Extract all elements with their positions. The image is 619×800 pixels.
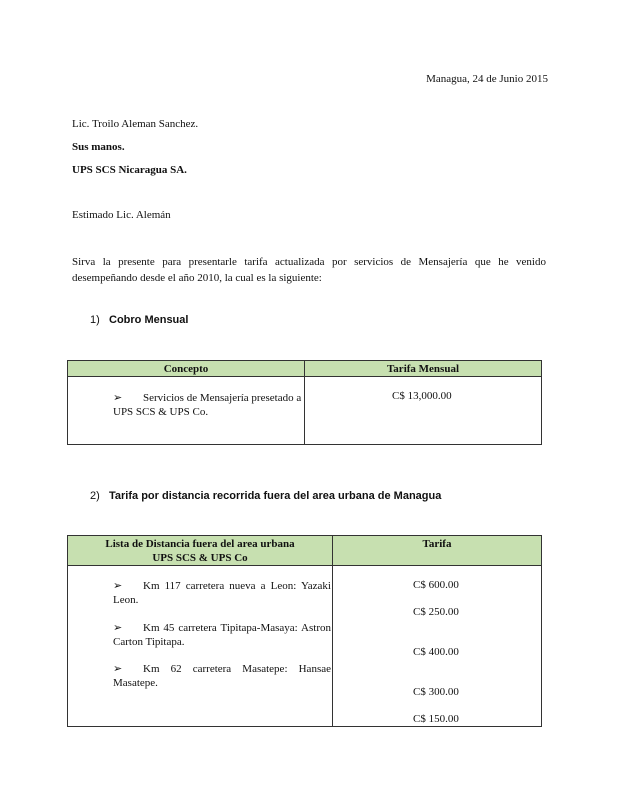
header-lista-line1: Lista de Distancia fuera del area urbana — [105, 538, 295, 550]
header-tarifa-mensual: Tarifa Mensual — [386, 363, 459, 375]
distance-price: C$ 400.00 — [413, 646, 459, 658]
distance-item — [113, 579, 331, 607]
distance-price: C$ 300.00 — [413, 686, 459, 698]
distance-price: C$ 150.00 — [413, 713, 459, 725]
recipient-company: UPS SCS Nicaragua SA. — [72, 164, 187, 176]
distance-price: C$ 250.00 — [413, 606, 459, 618]
arrow-bullet-icon: ➢ — [113, 622, 123, 634]
header-tarifa: Tarifa — [422, 538, 452, 550]
concept-cell — [113, 391, 303, 419]
monthly-fee-table — [67, 360, 542, 445]
arrow-bullet-icon: ➢ — [113, 580, 123, 592]
recipient-hands: Sus manos. — [72, 141, 125, 153]
body-paragraph: Sirva la presente para presentarle tarifa actualizada por servicios de Mensajería que he venido desempeñando desde el año 2010, la cual es la siguiente: — [72, 256, 546, 284]
arrow-bullet-icon: ➢ — [113, 392, 123, 404]
section1-number: 1) — [90, 314, 100, 326]
header-lista-line2: UPS SCS & UPS Co — [152, 552, 248, 564]
table2-divider — [332, 536, 333, 726]
section1-title: Cobro Mensual — [109, 314, 189, 326]
arrow-bullet-icon: ➢ — [113, 663, 123, 675]
letter-date: Managua, 24 de Junio 2015 — [426, 73, 548, 85]
distance-item — [113, 621, 331, 649]
distance-item-text: Km 45 carretera Tipitapa-Masaya: Astron Carton Tipitapa. — [113, 622, 331, 648]
distance-price: C$ 600.00 — [413, 579, 459, 591]
section2-title: Tarifa por distancia recorrida fuera del area urbana de Managua — [109, 490, 442, 502]
distance-item-text: Km 62 carretera Masatepe: Hansae Masatepe. — [113, 663, 331, 689]
distance-fee-table-header — [68, 536, 541, 566]
header-concepto: Concepto — [163, 363, 209, 375]
section2-number: 2) — [90, 490, 100, 502]
concept-text: Servicios de Mensajería presetado a UPS SCS & UPS Co. — [113, 392, 302, 418]
monthly-price: C$ 13,000.00 — [392, 390, 452, 402]
table1-divider — [304, 361, 305, 444]
distance-fee-table — [67, 535, 542, 727]
distance-item-text: Km 117 carretera nueva a Leon: Yazaki Leon. — [113, 580, 331, 606]
recipient-name: Lic. Troilo Aleman Sanchez. — [72, 118, 199, 130]
salutation: Estimado Lic. Alemán — [72, 209, 171, 221]
header-lista-distancia — [68, 537, 332, 565]
distance-item — [113, 662, 331, 690]
